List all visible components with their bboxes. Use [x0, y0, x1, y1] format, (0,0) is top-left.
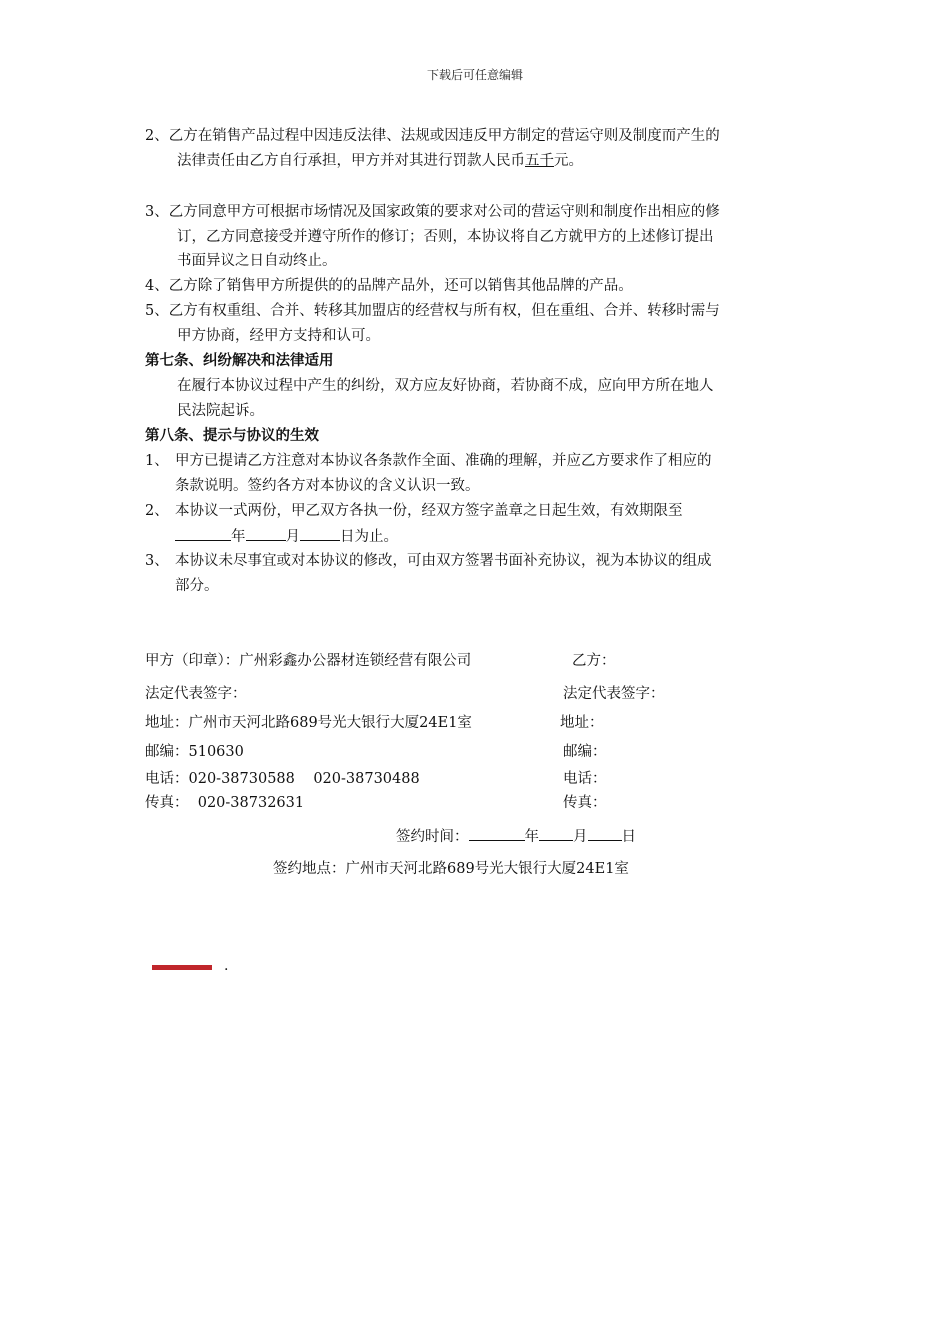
page-header-note: 下载后可任意编辑 — [426, 68, 523, 82]
text: 法律责任由乙方自行承担，甲方并对其进行罚款人民币 — [177, 153, 525, 169]
line — [177, 149, 583, 174]
line: 本协议一式两份，甲乙双方各执一份，经双方签字盖章之日起生效，有效期限至 — [175, 503, 683, 519]
text: 年 — [231, 529, 246, 545]
validity-date-line — [175, 524, 398, 550]
party-b-zip: 邮编： — [563, 744, 607, 760]
party-b-name: 乙方： — [572, 653, 616, 669]
party-a-rep: 法定代表签字： — [145, 686, 247, 702]
day-blank — [300, 524, 340, 541]
section-8-title: 第八条、提示与协议的生效 — [145, 428, 319, 444]
party-a-name: 甲方（印章）：广州彩鑫办公器材连锁经营有限公司 — [145, 653, 472, 669]
line: 本协议未尽事宜或对本协议的修改，可由双方签署书面补充协议，视为本协议的组成 — [175, 553, 712, 569]
year-blank — [469, 824, 525, 841]
red-seal-bar — [152, 965, 212, 970]
section-7-title: 第七条、纠纷解决和法律适用 — [145, 353, 334, 369]
line: 订，乙方同意接受并遵守所作的修订；否则，本协议将自乙方就甲方的上述修订提出 — [177, 229, 714, 245]
day-blank — [588, 824, 622, 841]
party-b-rep: 法定代表签字： — [563, 686, 665, 702]
line: 2、乙方在销售产品过程中因违反法律、法规或因违反甲方制定的营运守则及制度而产生的 — [145, 128, 720, 144]
text: 年 — [524, 829, 539, 845]
clause-6-item-4: 4、乙方除了销售甲方所提供的的品牌产品外，还可以销售其他品牌的产品。 — [145, 278, 633, 294]
party-a-fax: 传真： 020-38732631 — [145, 795, 305, 811]
text: 日为止。 — [340, 529, 398, 545]
text: 元。 — [554, 153, 583, 169]
section-7-line: 在履行本协议过程中产生的纠纷，双方应友好协商，若协商不成，应向甲方所在地人 — [177, 378, 714, 394]
footer-dot: . — [224, 958, 229, 974]
year-blank — [175, 524, 231, 541]
signing-time — [396, 824, 636, 850]
signing-place: 签约地点：广州市天河北路689号光大银行大厦24E1室 — [273, 861, 629, 877]
item-number: 2、 — [145, 503, 169, 519]
party-a-phone: 电话：020-38730588 020-38730488 — [145, 771, 420, 787]
section-7-line: 民法院起诉。 — [177, 403, 264, 419]
text: 月 — [285, 529, 300, 545]
text: 签约时间： — [396, 829, 469, 845]
line: 甲方已提请乙方注意对本协议各条款作全面、准确的理解，并应乙方要求作了相应的 — [175, 453, 712, 469]
party-b-address: 地址： — [560, 715, 604, 731]
text: 月 — [573, 829, 588, 845]
party-b-fax: 传真： — [563, 795, 607, 811]
party-b-phone: 电话： — [563, 771, 607, 787]
month-blank — [539, 824, 573, 841]
fine-amount: 五千 — [525, 153, 554, 169]
line: 条款说明。签约各方对本协议的含义认识一致。 — [175, 478, 480, 494]
line: 5、乙方有权重组、合并、转移其加盟店的经营权与所有权，但在重组、合并、转移时需与 — [145, 303, 720, 319]
party-a-zip: 邮编：510630 — [145, 744, 244, 760]
line: 甲方协商，经甲方支持和认可。 — [177, 328, 380, 344]
party-a-address: 地址：广州市天河北路689号光大银行大厦24E1室 — [145, 715, 472, 731]
line: 部分。 — [175, 578, 219, 594]
text: 日 — [621, 829, 636, 845]
item-number: 3、 — [145, 553, 169, 569]
month-blank — [246, 524, 286, 541]
line: 3、乙方同意甲方可根据市场情况及国家政策的要求对公司的营运守则和制度作出相应的修 — [145, 204, 720, 220]
item-number: 1、 — [145, 453, 169, 469]
line: 书面异议之日自动终止。 — [177, 253, 337, 269]
